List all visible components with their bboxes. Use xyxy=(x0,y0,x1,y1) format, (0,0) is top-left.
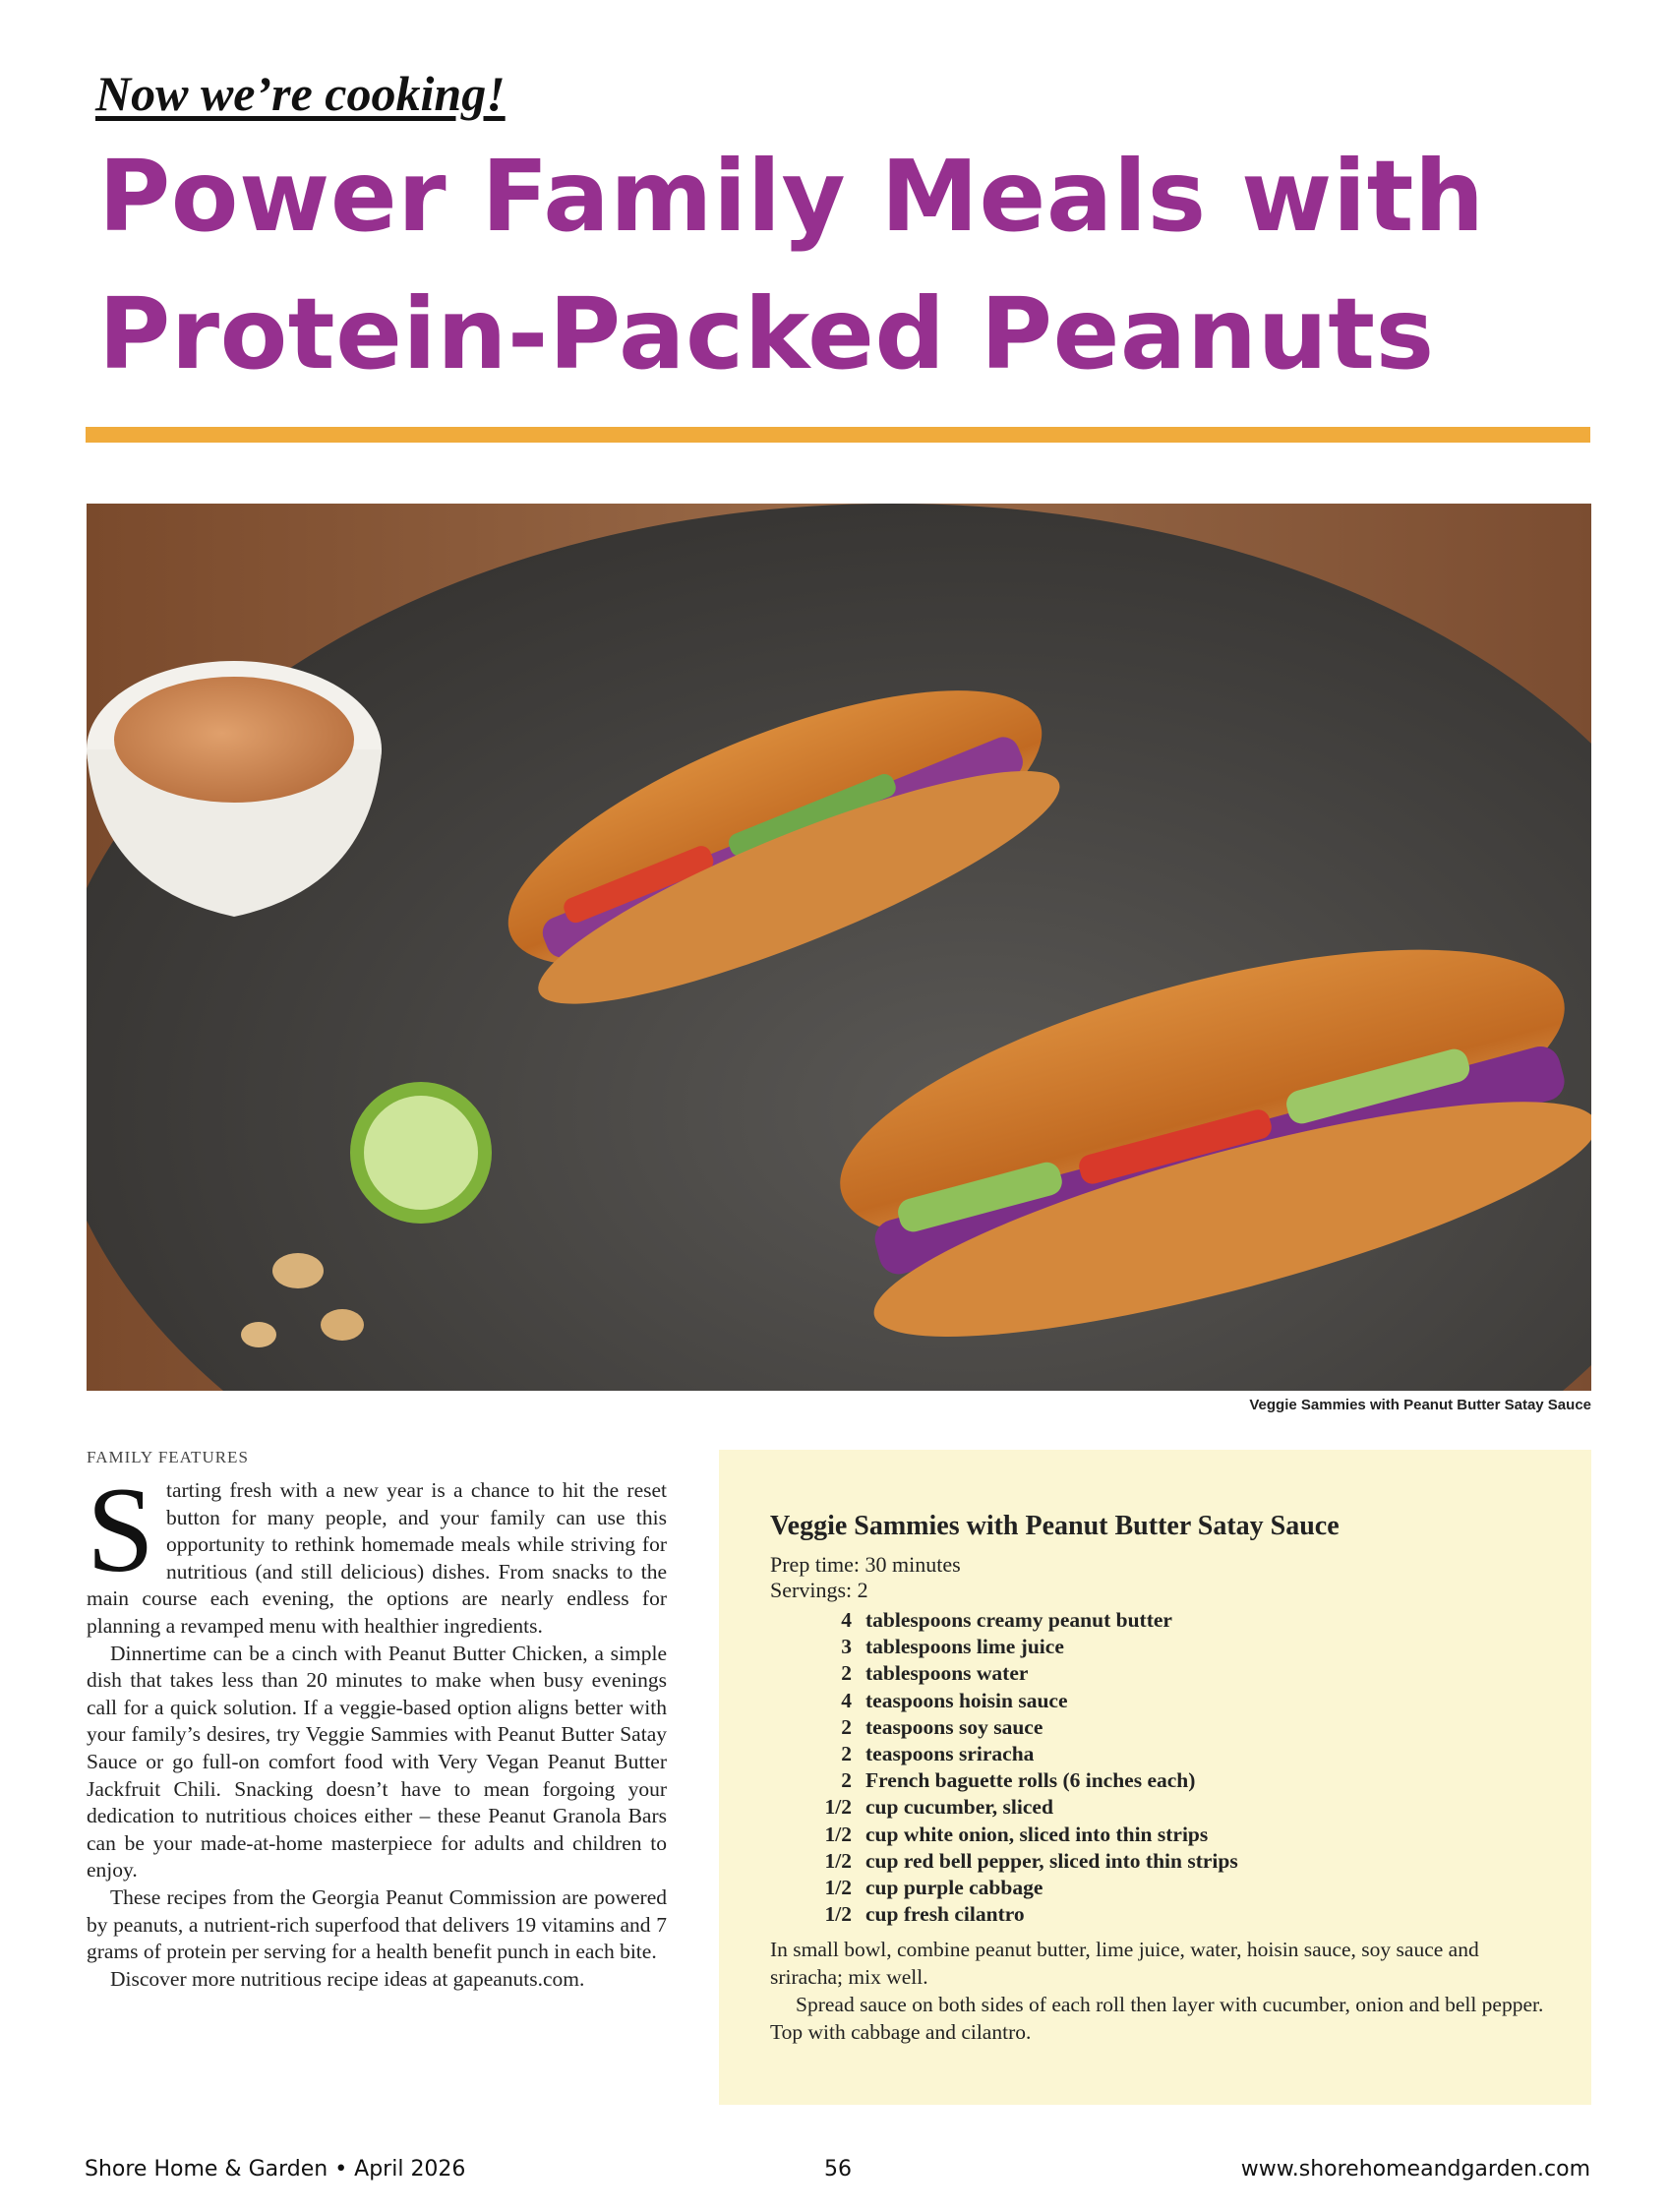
ingredient-item: 2 French baguette rolls (6 inches each) xyxy=(841,1768,1196,1793)
direction-step: In small bowl, combine peanut butter, lime juice, water, hoisin sauce, soy sauce and sriracha; mix well. xyxy=(770,1938,1479,1989)
ingredient-item: 2 tablespoons water xyxy=(841,1661,1029,1686)
ingredient-item: 1/2 cup purple cabbage xyxy=(824,1876,1043,1900)
article-paragraph-text: tarting fresh with a new year is a chance to hit the reset button for many people, and your family can use this opportunity to rethink homemade meals while striving for nutritious (and still delicious) dishes. From snacks to the main course each evening, the options are nearly endless for planning a revamped menu with healthier ingredients. xyxy=(87,1478,667,1638)
ingredient-item: 1/2 cup fresh cilantro xyxy=(824,1902,1025,1927)
ingredient-item: 4 tablespoons creamy peanut butter xyxy=(841,1608,1172,1632)
page-headline xyxy=(98,128,1593,403)
headline-line-2: Protein-Packed Peanuts xyxy=(98,276,1435,391)
ingredient-item: 4 teaspoons hoisin sauce xyxy=(841,1688,1068,1712)
article-paragraph: Dinnertime can be a cinch with Peanut Butter Chicken, a simple dish that takes less than 20 minutes to make when busy evenings call for a quick solution. If a veggie-based option aligns better with your family’s desires, try Veggie Sammies with Peanut Butter Satay Sauce or go full-on comfort food with Very Vegan Peanut Butter Jackfruit Chili. Snacking doesn’t have to mean forgoing your dedication to nutritious choices either – these Peanut Granola Bars can be your made-at-home masterpiece for adults and children to enjoy. xyxy=(87,1641,667,1883)
article-paragraph xyxy=(87,1463,667,1641)
recipe-title: Veggie Sammies with Peanut Butter Satay Sauce xyxy=(770,1511,1340,1541)
footer-website[interactable]: www.shorehomeandgarden.com xyxy=(1240,2157,1590,2182)
headline-divider xyxy=(86,427,1590,443)
direction-step: Spread sauce on both sides of each roll then layer with cucumber, onion and bell pepper. Top with cabbage and cilantro. xyxy=(770,1993,1544,2044)
footer-publication: Shore Home & Garden • April 2026 xyxy=(85,2157,466,2182)
feature-photo xyxy=(87,504,1591,1391)
headline-line-1: Power Family Meals with xyxy=(98,139,1485,254)
article-paragraph: These recipes from the Georgia Peanut Commission are powered by peanuts, a nutrient-rich superfood that delivers 19 vitamins and 7 grams of protein per serving for a health benefit punch in each bite. xyxy=(87,1884,667,1964)
recipe-directions xyxy=(770,1936,1547,2046)
article-body xyxy=(87,1463,667,1993)
ingredient-item: 3 tablespoons lime juice xyxy=(841,1635,1064,1659)
recipe-prep-time: Prep time: 30 minutes xyxy=(770,1552,961,1577)
section-kicker: Now we’re cooking! xyxy=(95,66,506,121)
article-byline: FAMILY FEATURES xyxy=(87,1448,249,1466)
ingredient-item: 1/2 cup cucumber, sliced xyxy=(824,1795,1053,1820)
recipe-servings: Servings: 2 xyxy=(770,1578,868,1602)
photo-caption: Veggie Sammies with Peanut Butter Satay Sauce xyxy=(1249,1397,1591,1413)
ingredient-item: 2 teaspoons soy sauce xyxy=(841,1714,1043,1739)
footer-page-number: 56 xyxy=(824,2157,852,2182)
ingredient-list xyxy=(770,1607,1557,1928)
ingredient-item: 1/2 cup red bell pepper, sliced into thin strips xyxy=(824,1848,1238,1873)
ingredient-item: 2 teaspoons sriracha xyxy=(841,1742,1035,1766)
recipe-box xyxy=(719,1450,1591,2105)
drop-cap: S xyxy=(87,1463,154,1597)
ingredient-item: 1/2 cup white onion, sliced into thin strips xyxy=(824,1822,1209,1846)
article-paragraph: Discover more nutritious recipe ideas at gapeanuts.com. xyxy=(110,1966,585,1991)
